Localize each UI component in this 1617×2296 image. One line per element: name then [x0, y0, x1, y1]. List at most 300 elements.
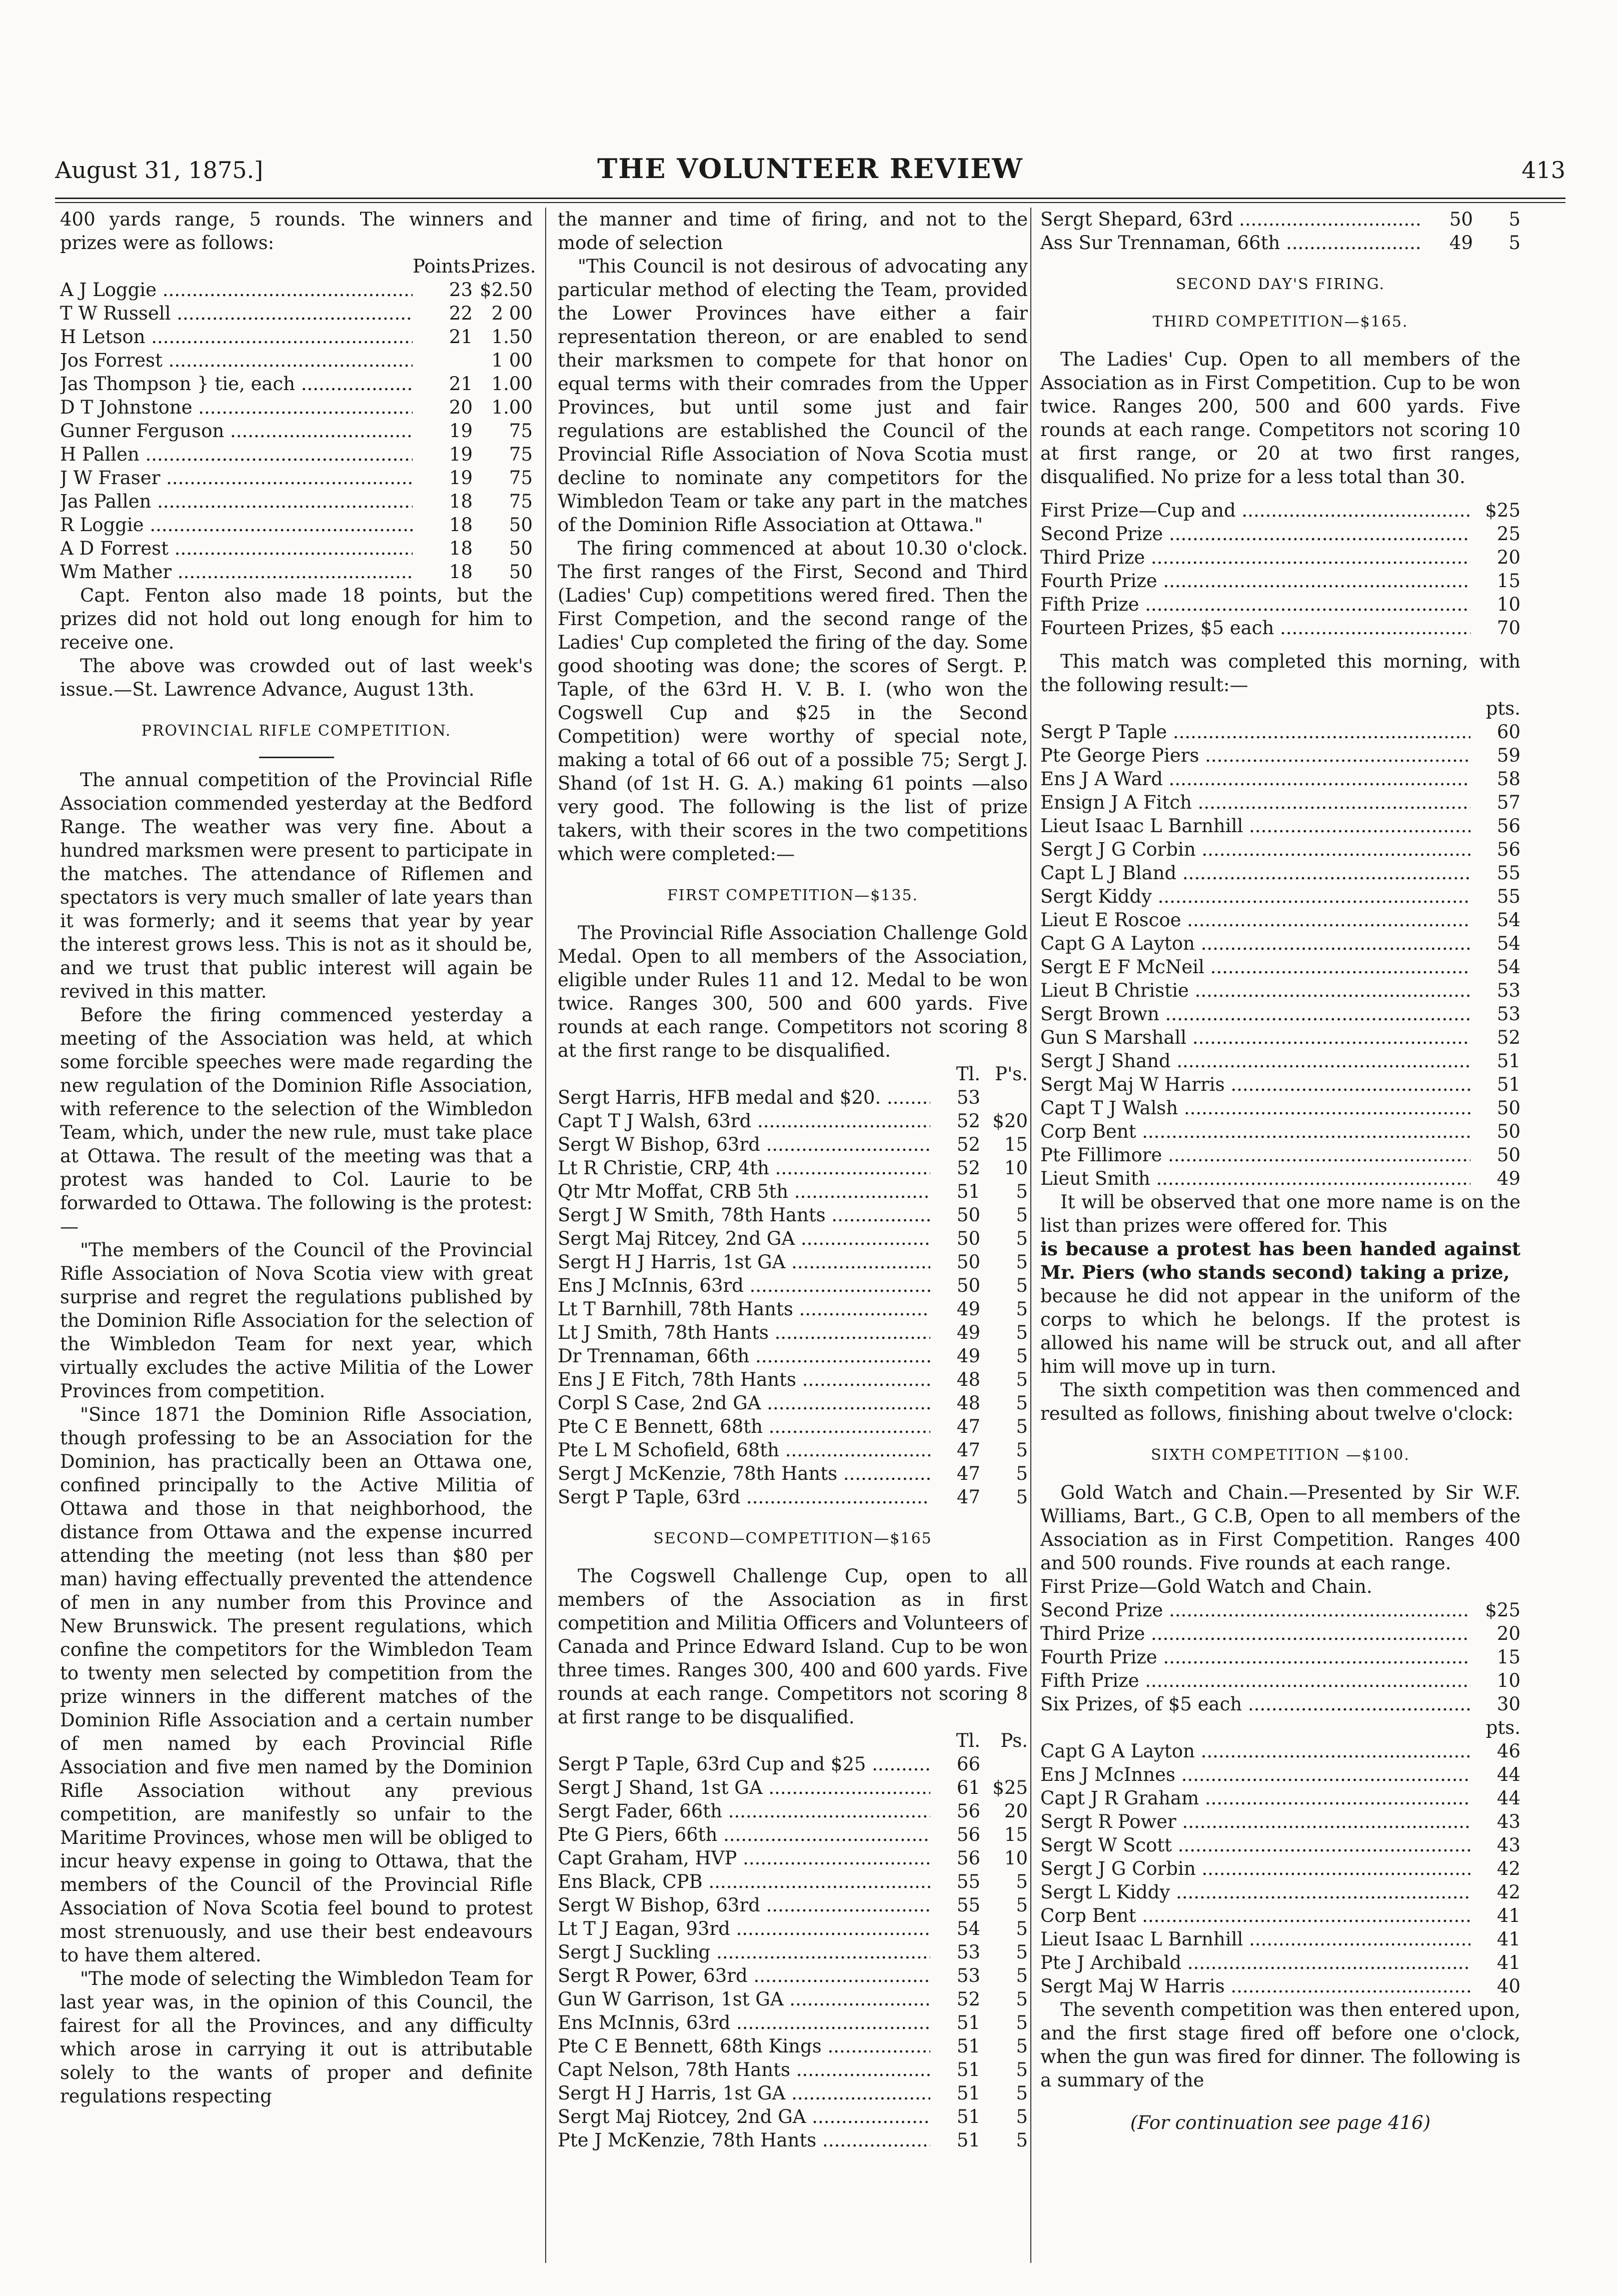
row-value: 15 — [1004, 1134, 1028, 1155]
row-name: Pte Fillimore ..... — [1040, 1143, 1470, 1167]
table-row — [1040, 569, 1520, 593]
table-row — [60, 419, 533, 443]
row-value: 5 — [1016, 1392, 1028, 1414]
row-name: Ens McInnis, 63rd ..... — [558, 2011, 930, 2034]
table-row — [558, 2058, 1028, 2081]
row-name: Sergt Harris, HFB medal and $20. ..... — [558, 1086, 930, 1109]
row-name: Capt L J Bland ..... — [1040, 861, 1470, 885]
row-name: Ens J McInnis, 63rd ..... — [558, 1274, 930, 1297]
row-name: Capt G A Layton ..... — [1040, 932, 1470, 955]
row-name: Capt Nelson, 78th Hants ..... — [558, 2058, 930, 2081]
row-name: Sergt J Shand ..... — [1040, 1049, 1470, 1073]
table-row — [1040, 1598, 1520, 1622]
row-value: 5 — [1508, 209, 1520, 230]
row-value: 56 — [956, 1800, 980, 1822]
row-name: Wm Mather ..... — [60, 560, 413, 584]
table-row — [1040, 1974, 1520, 1998]
row-name: Pte George Piers ..... — [1040, 744, 1470, 767]
row-value: 10 — [1496, 1670, 1520, 1691]
table-row — [558, 1156, 1028, 1180]
row-value: 50 — [1449, 209, 1473, 230]
table-row — [1040, 1951, 1520, 1974]
row-name: Jas Pallen ..... — [60, 490, 413, 513]
row-value: 50 — [956, 1204, 980, 1226]
row-value: 2 00 — [491, 303, 533, 324]
table-row — [1040, 838, 1520, 861]
row-value: 50 — [956, 1251, 980, 1273]
table-row — [1040, 1002, 1520, 1026]
table-row — [1040, 1073, 1520, 1096]
row-value: 51 — [956, 2035, 980, 2057]
row-value: 51 — [956, 2082, 980, 2104]
publication-title: THE VOLUNTEER REVIEW — [597, 153, 1023, 185]
row-value: 50 — [509, 538, 533, 559]
prize-list — [1040, 1598, 1520, 1716]
table-row — [1040, 1622, 1520, 1645]
row-value: 5 — [1016, 2082, 1028, 2104]
paragraph: First Prize—Gold Watch and Chain. — [1040, 1576, 1372, 1597]
page-header — [55, 153, 1565, 193]
row-value: 47 — [956, 1463, 980, 1484]
row-value: 70 — [1496, 617, 1520, 639]
row-value: 53 — [956, 1941, 980, 1963]
row-value: 51 — [956, 2059, 980, 2080]
section-heading: SECOND DAY'S FIRING. — [1175, 276, 1385, 293]
table-row — [558, 1344, 1028, 1368]
row-name: Fourth Prize ..... — [1040, 569, 1470, 593]
paragraph: "Since 1871 the Dominion Rifle Association, though professing to be an Association for the Dominion, has practically been an Ottawa one, confined principally to the Active Militia of Ottawa and those in that neighborhood, the distance from Ottawa and the expense incurred attending the meeting (not less than $80 per man) having effectually prevented the attendence of men in any number from this Province and New Brunswick. The present regulations, which confine the competitors for the Wimbledon Team to twenty men selected by competition from the prize winners in the different matches of the Dominion Rifle Association and a certain number of men named by each Provincial Rifle Association and five men named by the Dominion Rifle Association without any previous competition, are manifestly so unfair to the Maritime Provinces, whose men will be obliged to incur heavy expense in going to Ottawa, that the members of the Council of the Provincial Rifle Association of Nova Scotia feel bound to protest most strenuously, and use their best endeavours to have them altered. — [60, 1404, 533, 1966]
table-row — [1040, 1096, 1520, 1120]
row-name: J W Fraser ..... — [60, 466, 413, 490]
row-name: Sergt Maj Ritcey, 2nd GA ..... — [558, 1227, 930, 1250]
paragraph: because he did not appear in the uniform of the corps to which he belongs. If the protest is allowed his name will be struck out, and all after him will move up in turn. — [1040, 1285, 1520, 1377]
row-name: Lieut Isaac L Barnhill ..... — [1040, 814, 1470, 838]
row-name: Fifth Prize ..... — [1040, 593, 1470, 616]
table-row — [1040, 1880, 1520, 1904]
table-row — [1040, 1143, 1520, 1167]
row-value: 1.50 — [491, 326, 533, 348]
table-row — [60, 325, 533, 349]
table-row — [1040, 932, 1520, 955]
row-value: 42 — [1496, 1858, 1520, 1879]
column-header: P's. — [995, 1063, 1028, 1085]
row-value: 5 — [1016, 2035, 1028, 2057]
table-row — [1040, 1026, 1520, 1049]
row-value: 57 — [1496, 792, 1520, 813]
table-row — [1040, 861, 1520, 885]
table-row — [1040, 791, 1520, 814]
row-value: 53 — [956, 1965, 980, 1986]
row-value: 5 — [1016, 1941, 1028, 1963]
row-value: 48 — [956, 1369, 980, 1390]
table-row — [1040, 1739, 1520, 1763]
paragraph: This match was completed this morning, with the following result:— — [1040, 651, 1520, 696]
row-name: H Pallen ..... — [60, 443, 413, 466]
row-value: 52 — [956, 1110, 980, 1132]
row-value: 5 — [1016, 1298, 1028, 1320]
table-row — [1040, 955, 1520, 979]
table-row — [558, 1987, 1028, 2011]
row-name: Second Prize ..... — [1040, 1598, 1470, 1622]
table-row — [60, 560, 533, 584]
row-value: 5 — [1016, 1345, 1028, 1367]
row-value: 55 — [956, 1894, 980, 1916]
row-name: Fifth Prize ..... — [1040, 1669, 1470, 1692]
row-value: 53 — [1496, 980, 1520, 1001]
row-value: 52 — [1496, 1027, 1520, 1048]
row-name: Sergt J McKenzie, 78th Hants ..... — [558, 1462, 930, 1485]
row-name: Sergt P Taple, 63rd Cup and $25 ..... — [558, 1752, 930, 1776]
table-row — [1040, 1120, 1520, 1143]
row-value: 19 — [449, 420, 473, 442]
table-row — [1040, 885, 1520, 908]
row-value: 75 — [509, 491, 533, 512]
row-value: 52 — [956, 1134, 980, 1155]
row-name: Sergt L Kiddy ..... — [1040, 1880, 1470, 1904]
row-value: 5 — [1016, 1486, 1028, 1508]
row-value: 54 — [956, 1918, 980, 1939]
row-value: 53 — [956, 1087, 980, 1108]
column-header: Ps. — [1000, 1730, 1028, 1751]
paragraph: "The members of the Council of the Provincial Rifle Association of Nova Scotia view with great surprise and regret the regulations published by the Dominion Rifle Association for the selection of the Wimbledon Team for next year, which virtually excludes the active Militia of the Lower Provinces from competition. — [60, 1239, 533, 1402]
row-name: Pte J McKenzie, 78th Hants ..... — [558, 2128, 930, 2152]
row-value: 5 — [1016, 1918, 1028, 1939]
row-value: 50 — [1496, 1144, 1520, 1166]
row-name: Second Prize ..... — [1040, 522, 1470, 546]
row-name: Jos Forrest ..... — [60, 349, 413, 372]
paragraph: The annual competition of the Provincial Rifle Association commended yesterday at the Bedford Range. The weather was very fine. About a hundred marksmen were present to participate in the matches. The attendance of Riflemen and spectators is very much smaller of late years than it was formerly; and it seems that year by year the interest grows less. This is not as it should be, and we trust that public interest will again be revived in this matter. — [60, 769, 533, 1002]
row-value: 5 — [1016, 1965, 1028, 1986]
table-row — [1040, 1857, 1520, 1880]
row-value: 22 — [449, 303, 473, 324]
table-row — [60, 302, 533, 325]
row-value: 5 — [1016, 1228, 1028, 1249]
row-value: 51 — [956, 2106, 980, 2127]
row-name: Pte J Archibald ..... — [1040, 1951, 1470, 1974]
table-row — [60, 443, 533, 466]
row-value: 40 — [1496, 1975, 1520, 1997]
row-value: $20 — [992, 1110, 1028, 1132]
row-name: Lt R Christie, CRP, 4th ..... — [558, 1156, 930, 1180]
section-heading: PROVINCIAL RIFLE COMPETITION. — [141, 722, 452, 740]
row-name: Gun S Marshall ..... — [1040, 1026, 1470, 1049]
row-value: 56 — [1496, 839, 1520, 860]
row-value: $25 — [992, 1777, 1028, 1798]
row-name: Gun W Garrison, 1st GA ..... — [558, 1987, 930, 2011]
table-row — [60, 537, 533, 560]
row-value: $25 — [1485, 1599, 1520, 1621]
row-name: Ensign J A Fitch ..... — [1040, 791, 1470, 814]
row-name: Sergt W Bishop, 63rd ..... — [558, 1133, 930, 1156]
row-value: 25 — [1496, 523, 1520, 545]
table-row — [1040, 1763, 1520, 1786]
row-value: 49 — [956, 1345, 980, 1367]
table-header — [558, 1062, 1028, 1086]
paragraph: Capt. Fenton also made 18 points, but the prizes did not hold out long enough for him to receive one. — [60, 585, 533, 653]
row-value: 5 — [1016, 1204, 1028, 1226]
row-value: 59 — [1496, 745, 1520, 766]
row-value: 49 — [956, 1322, 980, 1343]
row-name: Qtr Mtr Moffat, CRB 5th ..... — [558, 1180, 930, 1203]
row-value: 18 — [449, 561, 473, 583]
column-header: Points. — [413, 256, 476, 277]
row-name: H Letson ..... — [60, 325, 413, 349]
row-name: Third Prize ..... — [1040, 1622, 1470, 1645]
row-value: 5 — [1508, 232, 1520, 254]
row-name: Sergt H J Harris, 1st GA ..... — [558, 2081, 930, 2105]
row-name: Pte C E Bennett, 68th ..... — [558, 1415, 930, 1438]
row-value: 5 — [1016, 1439, 1028, 1461]
row-value: 51 — [1496, 1074, 1520, 1095]
table-row — [60, 396, 533, 419]
section-heading: SECOND—COMPETITION—$165 — [653, 1530, 932, 1547]
section-heading: SIXTH COMPETITION —$100. — [1151, 1446, 1410, 1464]
row-value: 50 — [956, 1228, 980, 1249]
row-name: Lieut E Roscoe ..... — [1040, 908, 1470, 932]
table-row — [60, 490, 533, 513]
row-name: Sergt R Power, 63rd ..... — [558, 1964, 930, 1987]
row-value: 15 — [1004, 1824, 1028, 1845]
row-value: 44 — [1496, 1764, 1520, 1785]
row-name: Sergt Maj W Harris ..... — [1040, 1073, 1470, 1096]
row-name: Lieut Smith ..... — [1040, 1167, 1470, 1190]
paragraph: It will be observed that one more name is on the list than prizes were offered for. This — [1040, 1191, 1520, 1236]
row-name: Capt T J Walsh, 63rd ..... — [558, 1109, 930, 1133]
section-heading: FIRST COMPETITION—$135. — [667, 887, 919, 904]
row-value: 1.00 — [491, 373, 533, 395]
row-value: 50 — [1496, 1121, 1520, 1142]
row-value: 1.00 — [491, 397, 533, 418]
row-name: Six Prizes, of $5 each ..... — [1040, 1692, 1470, 1716]
row-value: 75 — [509, 467, 533, 489]
row-name: Sergt J W Smith, 78th Hants ..... — [558, 1203, 930, 1227]
row-name: Sergt Maj W Harris ..... — [1040, 1974, 1470, 1998]
column-header: Prizes. — [473, 256, 536, 277]
row-value: 21 — [449, 326, 473, 348]
row-value: 54 — [1496, 933, 1520, 954]
row-name: Corp Bent ..... — [1040, 1120, 1470, 1143]
table-row — [1040, 744, 1520, 767]
row-value: 50 — [509, 561, 533, 583]
row-value: 50 — [1496, 1097, 1520, 1119]
row-value: 51 — [1496, 1050, 1520, 1072]
results-table — [558, 1752, 1028, 2152]
row-value: 55 — [1496, 886, 1520, 907]
row-name: Sergt Maj Riotcey, 2nd GA ..... — [558, 2105, 930, 2128]
prize-list — [1040, 499, 1520, 640]
table-row — [1040, 1645, 1520, 1669]
paragraph: "This Council is not desirous of advocating any particular method of electing the Team, provided the Lower Provinces have either a fair representation thereon, or are enabled to send their marksmen to compete for that honor on equal terms with their comrades from the Upper Provinces, but until some just and fair regulations are established the Council of the Provincial Rifle Association of Nova Scotia must decline to nominate any competitors for the Wimbledon Team or take any part in the matches of the Dominion Rifle Association at Ottawa." — [558, 256, 1028, 536]
table-row — [1040, 908, 1520, 932]
row-value: 56 — [1496, 815, 1520, 837]
results-table — [1040, 208, 1520, 255]
table-row — [558, 1893, 1028, 1917]
table-row — [1040, 720, 1520, 744]
row-name: Lt J Smith, 78th Hants ..... — [558, 1321, 930, 1344]
table-row — [1040, 1669, 1520, 1692]
row-value: 21 — [449, 373, 473, 395]
table-row — [1040, 522, 1520, 546]
row-name: Pte L M Schofield, 68th ..... — [558, 1438, 930, 1462]
row-name: Sergt Brown ..... — [1040, 1002, 1470, 1026]
row-name: Capt G A Layton ..... — [1040, 1739, 1470, 1763]
row-name: Corpl S Case, 2nd GA ..... — [558, 1391, 930, 1415]
paragraph: "The mode of selecting the Wimbledon Team for last year was, in the opinion of this Council, the fairest for all the Provinces, and any difficulty which arose in carrying it out is attributable solely to the wants of proper and definite regulations respecting — [60, 1968, 533, 2107]
table-row — [558, 1438, 1028, 1462]
row-name: Sergt Shepard, 63rd ..... — [1040, 208, 1423, 231]
row-value: 44 — [1496, 1787, 1520, 1809]
row-value — [413, 349, 473, 372]
row-value: 41 — [1496, 1905, 1520, 1926]
table-row — [1040, 231, 1520, 255]
table-row — [558, 1415, 1028, 1438]
row-value: 5 — [1016, 1416, 1028, 1437]
table-row — [558, 1485, 1028, 1509]
row-name: Capt J R Graham ..... — [1040, 1786, 1470, 1810]
row-value: 20 — [449, 397, 473, 418]
table-row — [558, 1086, 1028, 1109]
row-value: 5 — [1016, 2106, 1028, 2127]
paragraph: The above was crowded out of last week's issue.—St. Lawrence Advance, August 13th. — [60, 655, 533, 700]
row-name: Sergt R Power ..... — [1040, 1810, 1470, 1833]
table-row — [1040, 1927, 1520, 1951]
row-name: Ass Sur Trennaman, 66th ..... — [1040, 231, 1423, 255]
column-3 — [1040, 208, 1520, 2134]
paragraph: the manner and time of firing, and not to the mode of selection — [558, 209, 1028, 254]
row-name: Fourth Prize ..... — [1040, 1645, 1470, 1669]
row-value: 20 — [1496, 547, 1520, 568]
column-header: Tl. — [956, 1730, 980, 1751]
row-value: 61 — [956, 1777, 980, 1798]
table-row — [1040, 1167, 1520, 1190]
row-value: 5 — [1016, 2129, 1028, 2151]
table-row — [558, 1180, 1028, 1203]
row-value: 50 — [956, 1275, 980, 1296]
table-row — [60, 349, 533, 372]
row-value: 43 — [1496, 1834, 1520, 1856]
results-table — [1040, 1739, 1520, 1998]
table-row — [558, 2011, 1028, 2034]
paragraph: 400 yards range, 5 rounds. The winners and prizes were as follows: — [60, 209, 533, 254]
row-value: 10 — [1004, 1847, 1028, 1869]
row-value: 53 — [1496, 1003, 1520, 1025]
table-row — [558, 1321, 1028, 1344]
table-row — [1040, 979, 1520, 1002]
row-value: 5 — [1016, 1251, 1028, 1273]
table-row — [558, 1133, 1028, 1156]
row-value: 5 — [1016, 2059, 1028, 2080]
row-value: 5 — [1016, 1463, 1028, 1484]
paragraph: The firing commenced at about 10.30 o'clock. The first ranges of the First, Second and Third (Ladies' Cup) competitions wered fired. Then the First Competion, and the second range of the Ladies' Cup completed the firing of the day. Some good shooting was done; the scores of Sergt. P. Taple, of the 63rd H. V. B. I. (who won the Cogswell Cup and $25 in the Second Competition) were worthy of special note, making a total of 66 out of a possible 75; Sergt J. Shand (of 1st H. G. A.) making 61 points —also very good. The following is the list of prize takers, with their scores in the two competitions which were completed:— — [558, 538, 1028, 865]
row-name: Sergt E F McNeil ..... — [1040, 955, 1470, 979]
row-name: Sergt P Taple, 63rd ..... — [558, 1485, 930, 1509]
row-value: 42 — [1496, 1881, 1520, 1903]
row-value: 18 — [449, 538, 473, 559]
table-row — [558, 2128, 1028, 2152]
row-value: 50 — [509, 514, 533, 536]
table-row — [1040, 767, 1520, 791]
row-name: Pte C E Bennett, 68th Kings ..... — [558, 2034, 930, 2058]
row-value: $2.50 — [480, 279, 533, 301]
section-heading: THIRD COMPETITION—$165. — [1152, 313, 1408, 331]
column-1 — [60, 208, 536, 2108]
row-name: A J Loggie ..... — [60, 278, 413, 302]
row-value: 56 — [956, 1847, 980, 1869]
row-value: 5 — [1016, 1275, 1028, 1296]
row-value: 60 — [1496, 721, 1520, 743]
table-header — [558, 1729, 1028, 1752]
continuation-note: (For continuation see page 416) — [1130, 2112, 1431, 2133]
row-value: 10 — [1004, 1157, 1028, 1179]
table-row — [558, 1776, 1028, 1799]
row-name: Third Prize ..... — [1040, 546, 1470, 569]
row-value: 20 — [1496, 1623, 1520, 1644]
table-row — [1040, 546, 1520, 569]
table-row — [1040, 593, 1520, 616]
table-row — [1040, 616, 1520, 640]
results-table — [1040, 720, 1520, 1190]
table-row — [558, 1368, 1028, 1391]
row-value: 15 — [1496, 1646, 1520, 1668]
table-row — [558, 1940, 1028, 1964]
table-row — [558, 1870, 1028, 1893]
issue-date: August 31, 1875.] — [55, 157, 264, 184]
row-value — [980, 1086, 1028, 1109]
row-value: 15 — [1496, 570, 1520, 592]
row-name: R Loggie ..... — [60, 513, 413, 537]
row-name: Sergt H J Harris, 1st GA ..... — [558, 1250, 930, 1274]
paragraph: The seventh competition was then entered upon, and the first stage fired off before one o'clock, when the gun was fired for dinner. The following is a summary of the — [1040, 1999, 1520, 2091]
row-name: Sergt W Bishop, 63rd ..... — [558, 1893, 930, 1917]
row-name: Sergt J Suckling ..... — [558, 1940, 930, 1964]
table-row — [558, 1203, 1028, 1227]
row-value: 43 — [1496, 1811, 1520, 1832]
row-name: Fourteen Prizes, $5 each ..... — [1040, 616, 1470, 640]
row-name: T W Russell ..... — [60, 302, 413, 325]
row-value: 10 — [1496, 594, 1520, 615]
row-value: 75 — [509, 420, 533, 442]
row-name: Jas Thompson } tie, each ..... — [60, 372, 413, 396]
column-header: pts. — [1485, 698, 1520, 719]
row-value — [980, 1752, 1028, 1776]
table-row — [558, 1752, 1028, 1776]
row-name: Sergt J G Corbin ..... — [1040, 838, 1470, 861]
row-value: 46 — [1496, 1740, 1520, 1762]
row-value: 18 — [449, 491, 473, 512]
row-value: 5 — [1016, 1894, 1028, 1916]
column-header: pts. — [1485, 1717, 1520, 1738]
column-2 — [558, 208, 1028, 2152]
prize-table — [60, 278, 533, 584]
row-value: 19 — [449, 444, 473, 465]
row-value: 5 — [1016, 2012, 1028, 2033]
table-row — [558, 1917, 1028, 1940]
table-row — [558, 1964, 1028, 1987]
row-value: 75 — [509, 444, 533, 465]
page-number: 413 — [1521, 157, 1565, 184]
row-value: 52 — [956, 1988, 980, 2010]
row-name: Ens J McInnes ..... — [1040, 1763, 1470, 1786]
row-value: 23 — [449, 279, 473, 301]
table-row — [558, 1799, 1028, 1823]
row-value: 5 — [1016, 1181, 1028, 1202]
table-row — [1040, 1904, 1520, 1927]
table-row — [558, 2105, 1028, 2128]
row-name: Sergt J Shand, 1st GA ..... — [558, 1776, 930, 1799]
row-name: Corp Bent ..... — [1040, 1904, 1470, 1927]
row-value: 58 — [1496, 768, 1520, 790]
row-value: 56 — [956, 1824, 980, 1845]
